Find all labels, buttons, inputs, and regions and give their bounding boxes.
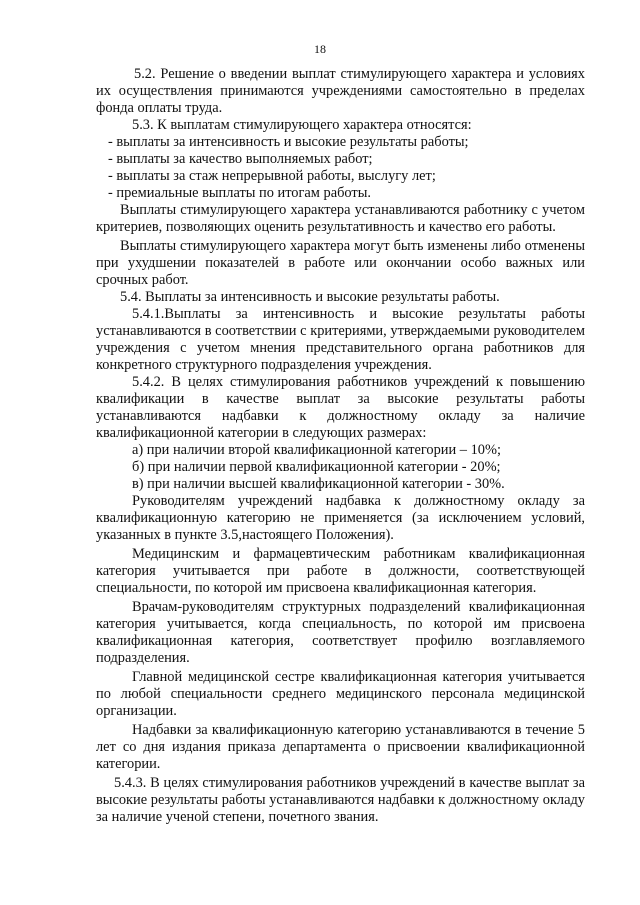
paragraph-5-4-2: 5.4.2. В целях стимулирования работников учреждений к повышению квалификации в качестве выплат за высокие результаты работы устанавливаются надбавки к должностному окладу за наличие квалификационной категории в следующих размерах:	[96, 374, 585, 441]
document-body	[96, 66, 585, 826]
paragraph-5-2: 5.2. Решение о введении выплат стимулирующего характера и условиях их осуществления принимаются учреждениями самостоятельно в пределах фонда оплаты труда.	[96, 66, 585, 116]
paragraph-doctor-managers: Врачам-руководителям структурных подразделений квалификационная категория учитывается, когда специальность, по которой им присвоена квалификационная категория, соответствует профилю возглавляемого подразделения.	[96, 599, 585, 666]
list-item-first-category: б) при наличии первой квалификационной категории - 20%;	[132, 459, 501, 475]
list-item-highest-category: в) при наличии высшей квалификационной категории - 30%.	[132, 476, 505, 492]
page-number: 18	[314, 42, 326, 56]
list-item-quality: - выплаты за качество выполняемых работ;	[108, 151, 373, 167]
paragraph-changes: Выплаты стимулирующего характера могут быть изменены либо отменены при ухудшении показателей в работе или окончании особо важных или срочных работ.	[96, 238, 585, 288]
paragraph-medical-workers: Медицинским и фармацевтическим работникам квалификационная категория учитывается при работе в должности, соответствующей специальности, по которой им присвоена квалификационная категория.	[96, 546, 585, 596]
paragraph-criteria: Выплаты стимулирующего характера устанавливаются работнику с учетом критериев, позволяющих оценить результативность и качество его работы.	[96, 202, 585, 235]
paragraph-5-4: 5.4. Выплаты за интенсивность и высокие результаты работы.	[120, 289, 500, 305]
list-item-seniority: - выплаты за стаж непрерывной работы, выслугу лет;	[108, 168, 436, 184]
list-item-bonus: - премиальные выплаты по итогам работы.	[108, 185, 371, 201]
paragraph-category-term: Надбавки за квалификационную категорию устанавливаются в течение 5 лет со дня издания приказа департамента о присвоении квалификационной категории.	[96, 722, 585, 772]
list-item-second-category: а) при наличии второй квалификационной категории – 10%;	[132, 442, 501, 458]
paragraph-5-3: 5.3. К выплатам стимулирующего характера относятся:	[132, 117, 472, 133]
paragraph-head-nurse: Главной медицинской сестре квалификационная категория учитывается по любой специальности среднего медицинского персонала медицинской организации.	[96, 669, 585, 719]
list-item-intensity: - выплаты за интенсивность и высокие результаты работы;	[108, 134, 469, 150]
paragraph-5-4-1: 5.4.1.Выплаты за интенсивность и высокие результаты работы устанавливаются в соответствии с критериями, утверждаемыми руководителем учреждения с учетом мнения представительного органа работников для конкретного структурного подразделения учреждения.	[96, 306, 585, 373]
paragraph-managers: Руководителям учреждений надбавка к должностному окладу за квалификационную категорию не применяется (за исключением условий, указанных в пункте 3.5,настоящего Положения).	[96, 493, 585, 543]
paragraph-5-4-3: 5.4.3. В целях стимулирования работников учреждений в качестве выплат за высокие результаты работы устанавливаются надбавки к должностному окладу за наличие ученой степени, почетного звания.	[96, 775, 585, 825]
